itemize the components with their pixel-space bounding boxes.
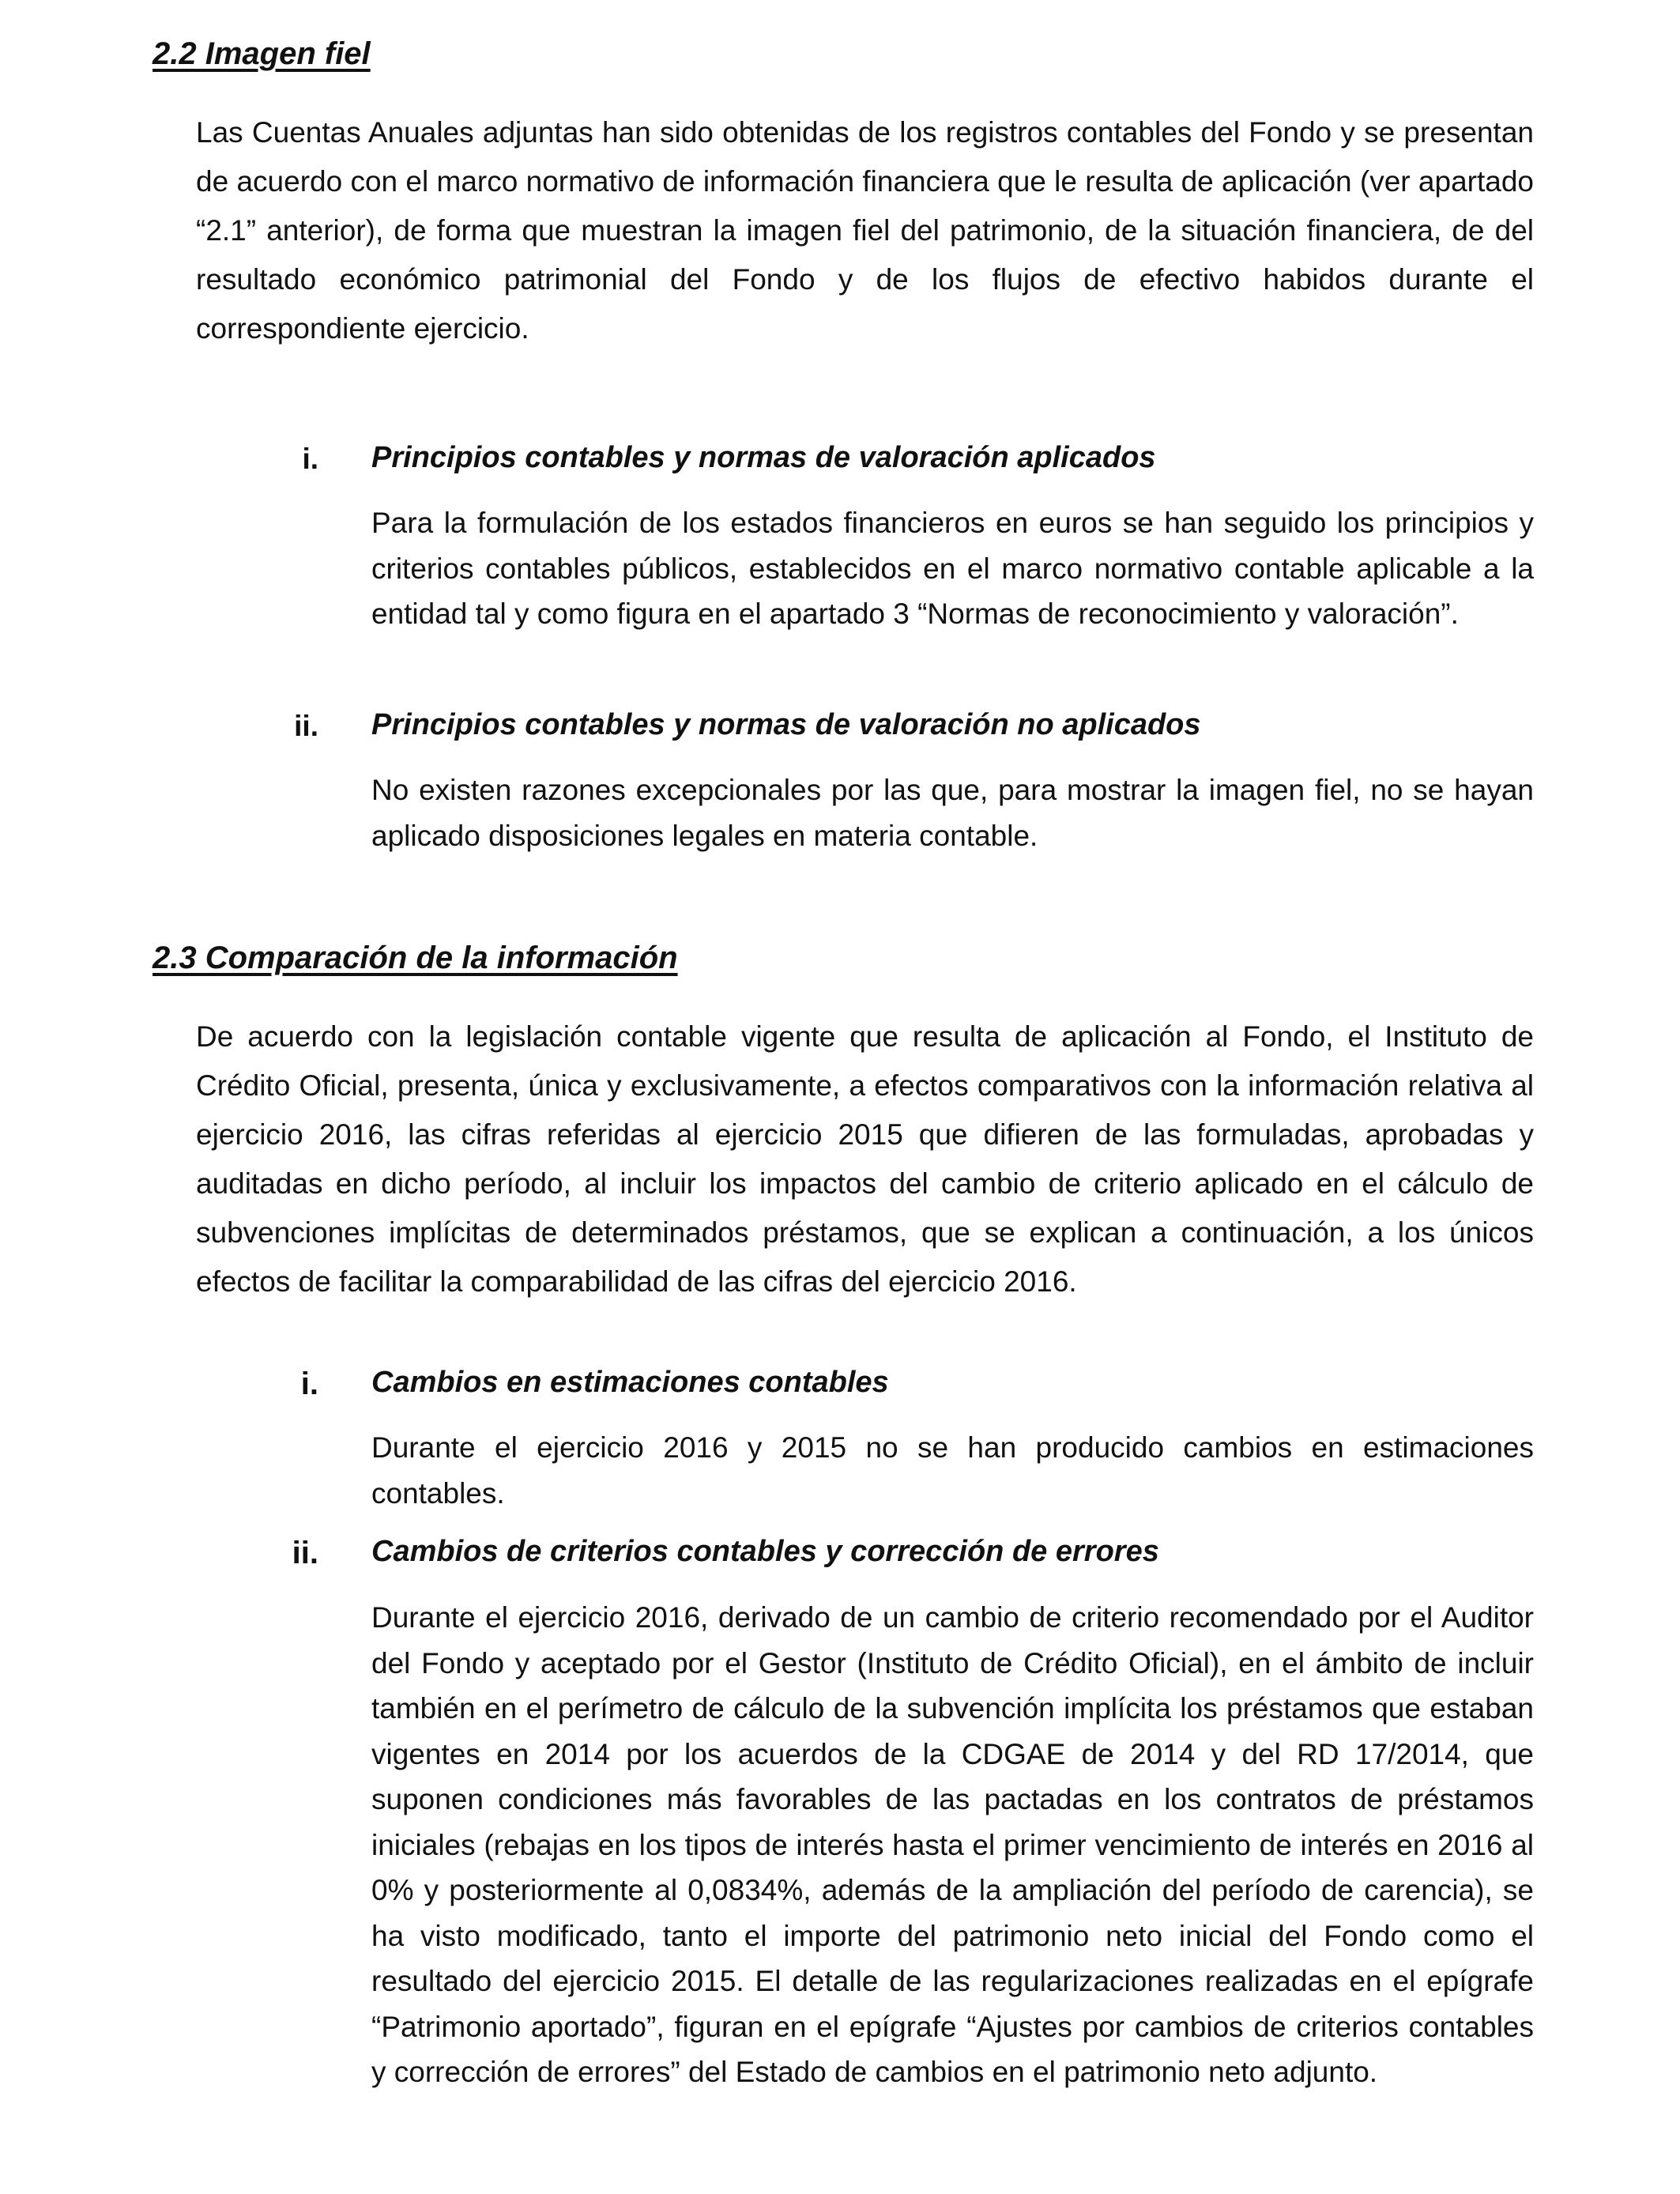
subheading-principios-no-aplicados: Principios contables y normas de valoración no aplicados — [371, 708, 1201, 741]
principios-aplicados-paragraph: Para la formulación de los estados financieros en euros se han seguido los principios y criterios contables públicos, establecidos en el marco normativo contable aplicable a la entidad tal y como figura en el apartado 3 “Normas de reconocimiento y valoración”. — [371, 507, 1534, 630]
list-marker-ii: ii. — [294, 710, 318, 742]
section-heading-imagen-fiel: 2.2 Imagen fiel — [153, 36, 371, 71]
cambios-criterios-paragraph: Durante el ejercicio 2016, derivado de un cambio de criterio recomendado por el Auditor del Fondo y aceptado por el Gestor (Instituto de Crédito Oficial), en el ámbito de incluir también en el perímetro de cálculo de la subvención implícita los préstamos que estaban vigentes en 2014 por los acuerdos de la CDGAE de 2014 y del RD 17/2014, que suponen condiciones más favorables de las pactadas en los contratos de préstamos iniciales (rebajas en los tipos de interés hasta el primer vencimiento de interés en 2016 al 0% y posteriormente al 0,0834%, además de la ampliación del período de carencia), se ha visto modificado, tanto el importe del patrimonio neto inicial del Fondo como el resultado del ejercicio 2015. El detalle de las regularizaciones realizadas en el epígrafe “Patrimonio aportado”, figuran en el epígrafe “Ajustes por cambios de criterios contables y corrección de errores” del Estado de cambios en el patrimonio neto adjunto. — [371, 1601, 1534, 2088]
comparacion-paragraph: De acuerdo con la legislación contable vigente que resulta de aplicación al Fondo, el Instituto de Crédito Oficial, presenta, única y exclusivamente, a efectos comparativos con la información relativa al ejercicio 2016, las cifras referidas al ejercicio 2015 que difieren de las formuladas, aprobadas y auditadas en dicho período, al incluir los impactos del cambio de criterio aplicado en el cálculo de subvenciones implícitas de determinados préstamos, que se explican a continuación, a los únicos efectos de facilitar la comparabilidad de las cifras del ejercicio 2016. — [196, 1020, 1534, 1298]
section-heading-comparacion: 2.3 Comparación de la información — [153, 941, 678, 975]
principios-no-aplicados-paragraph: No existen razones excepcionales por las que, para mostrar la imagen fiel, no se hayan aplicado disposiciones legales en materia contable. — [371, 774, 1534, 852]
list-marker-i: i. — [302, 443, 318, 475]
imagen-fiel-paragraph: Las Cuentas Anuales adjuntas han sido obtenidas de los registros contables del Fondo y se presentan de acuerdo con el marco normativo de información financiera que le resulta de aplicación (ver apartado “2.1” anterior), de forma que muestran la imagen fiel del patrimonio, de la situación financiera, de del resultado económico patrimonial del Fondo y de los flujos de efectivo habidos durante el correspondiente ejercicio. — [196, 116, 1534, 345]
subheading-principios-aplicados: Principios contables y normas de valoración aplicados — [371, 441, 1156, 474]
cambios-estimaciones-paragraph: Durante el ejercicio 2016 y 2015 no se han producido cambios en estimaciones contables. — [371, 1431, 1534, 1510]
subheading-cambios-criterios: Cambios de criterios contables y corrección de errores — [371, 1535, 1159, 1568]
subheading-cambios-estimaciones: Cambios en estimaciones contables — [371, 1366, 889, 1399]
list-marker-ii: ii. — [292, 1536, 318, 1570]
list-marker-i: i. — [300, 1367, 318, 1401]
